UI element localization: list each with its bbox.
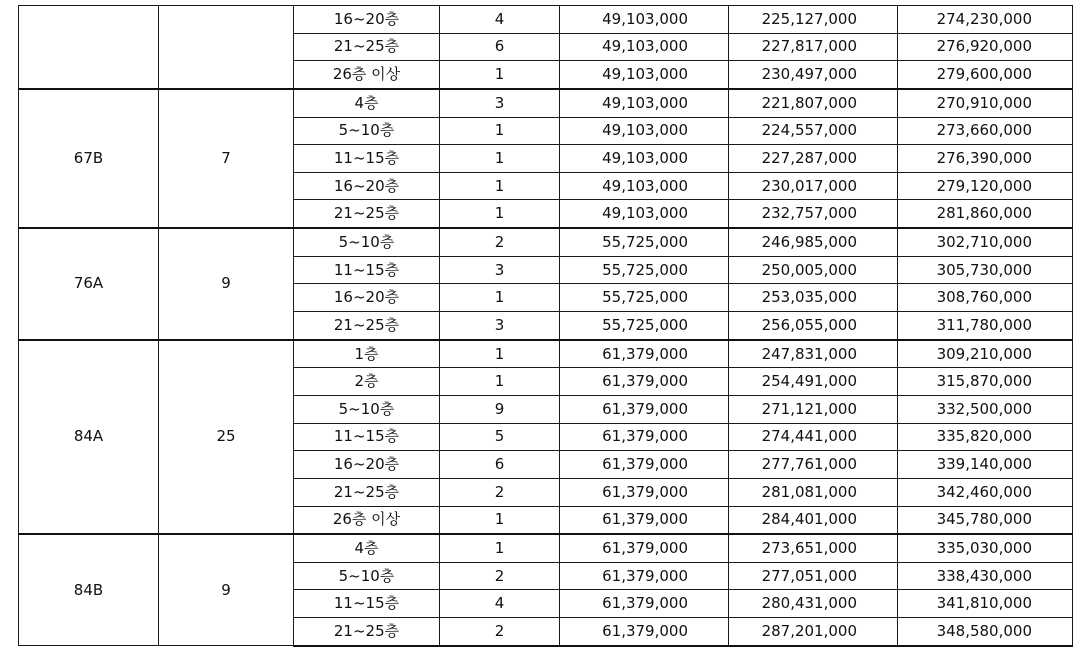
- building-price-cell: 250,005,000: [729, 256, 898, 284]
- unit-count-cell: 2: [440, 618, 560, 646]
- total-price-cell: 315,870,000: [898, 368, 1073, 396]
- floor-range-cell: 21~25층: [294, 33, 440, 61]
- unit-type-cell: 67B: [19, 89, 159, 228]
- total-price-cell: 335,030,000: [898, 534, 1073, 562]
- land-price-cell: 61,379,000: [560, 395, 729, 423]
- unit-type-cell: 76A: [19, 228, 159, 340]
- building-price-cell: 277,051,000: [729, 562, 898, 590]
- unit-total-count-cell: 25: [159, 340, 294, 534]
- table-row: [19, 534, 1073, 562]
- building-price-cell: 230,497,000: [729, 61, 898, 89]
- building-price-cell: 271,121,000: [729, 395, 898, 423]
- unit-count-cell: 2: [440, 228, 560, 256]
- unit-count-cell: 2: [440, 478, 560, 506]
- land-price-cell: 49,103,000: [560, 145, 729, 173]
- land-price-cell: 61,379,000: [560, 478, 729, 506]
- floor-range-cell: 16~20층: [294, 451, 440, 479]
- total-price-cell: 274,230,000: [898, 6, 1073, 34]
- land-price-cell: 49,103,000: [560, 200, 729, 228]
- land-price-cell: 49,103,000: [560, 33, 729, 61]
- floor-range-cell: 26층 이상: [294, 61, 440, 89]
- floor-range-cell: 21~25층: [294, 200, 440, 228]
- floor-range-cell: 5~10층: [294, 395, 440, 423]
- land-price-cell: 61,379,000: [560, 562, 729, 590]
- building-price-cell: 284,401,000: [729, 506, 898, 534]
- building-price-cell: 227,287,000: [729, 145, 898, 173]
- total-price-cell: 342,460,000: [898, 478, 1073, 506]
- total-price-cell: 305,730,000: [898, 256, 1073, 284]
- table-row: [19, 6, 1073, 34]
- unit-total-count-cell: 7: [159, 89, 294, 228]
- unit-total-count-cell: 9: [159, 534, 294, 646]
- total-price-cell: 311,780,000: [898, 312, 1073, 340]
- unit-count-cell: 4: [440, 6, 560, 34]
- unit-count-cell: 1: [440, 506, 560, 534]
- unit-count-cell: 5: [440, 423, 560, 451]
- unit-count-cell: 3: [440, 312, 560, 340]
- floor-range-cell: 21~25층: [294, 312, 440, 340]
- land-price-cell: 55,725,000: [560, 256, 729, 284]
- building-price-cell: 274,441,000: [729, 423, 898, 451]
- land-price-cell: 61,379,000: [560, 368, 729, 396]
- unit-count-cell: 1: [440, 340, 560, 368]
- building-price-cell: 287,201,000: [729, 618, 898, 646]
- total-price-cell: 276,920,000: [898, 33, 1073, 61]
- total-price-cell: 348,580,000: [898, 618, 1073, 646]
- floor-range-cell: 5~10층: [294, 562, 440, 590]
- floor-range-cell: 16~20층: [294, 172, 440, 200]
- land-price-cell: 61,379,000: [560, 534, 729, 562]
- floor-range-cell: 11~15층: [294, 590, 440, 618]
- building-price-cell: 246,985,000: [729, 228, 898, 256]
- unit-count-cell: 1: [440, 117, 560, 145]
- unit-count-cell: 1: [440, 284, 560, 312]
- total-price-cell: 276,390,000: [898, 145, 1073, 173]
- land-price-cell: 61,379,000: [560, 506, 729, 534]
- land-price-cell: 61,379,000: [560, 340, 729, 368]
- unit-count-cell: 9: [440, 395, 560, 423]
- floor-range-cell: 16~20층: [294, 284, 440, 312]
- land-price-cell: 49,103,000: [560, 117, 729, 145]
- total-price-cell: 281,860,000: [898, 200, 1073, 228]
- total-price-cell: 335,820,000: [898, 423, 1073, 451]
- land-price-cell: 61,379,000: [560, 590, 729, 618]
- unit-count-cell: 3: [440, 89, 560, 117]
- total-price-cell: 273,660,000: [898, 117, 1073, 145]
- land-price-cell: 55,725,000: [560, 228, 729, 256]
- unit-count-cell: 6: [440, 33, 560, 61]
- building-price-cell: 221,807,000: [729, 89, 898, 117]
- land-price-cell: 49,103,000: [560, 6, 729, 34]
- building-price-cell: 227,817,000: [729, 33, 898, 61]
- price-table-body: [19, 6, 1073, 646]
- unit-count-cell: 1: [440, 368, 560, 396]
- building-price-cell: 247,831,000: [729, 340, 898, 368]
- table-row: [19, 89, 1073, 117]
- floor-range-cell: 21~25층: [294, 478, 440, 506]
- floor-range-cell: 11~15층: [294, 423, 440, 451]
- building-price-cell: 253,035,000: [729, 284, 898, 312]
- land-price-cell: 61,379,000: [560, 451, 729, 479]
- total-price-cell: 341,810,000: [898, 590, 1073, 618]
- unit-count-cell: 1: [440, 200, 560, 228]
- unit-count-cell: 1: [440, 61, 560, 89]
- land-price-cell: 49,103,000: [560, 172, 729, 200]
- total-price-cell: 302,710,000: [898, 228, 1073, 256]
- total-price-cell: 345,780,000: [898, 506, 1073, 534]
- floor-range-cell: 4층: [294, 534, 440, 562]
- floor-range-cell: 4층: [294, 89, 440, 117]
- total-price-cell: 308,760,000: [898, 284, 1073, 312]
- floor-range-cell: 11~15층: [294, 256, 440, 284]
- unit-count-cell: 1: [440, 534, 560, 562]
- building-price-cell: 225,127,000: [729, 6, 898, 34]
- land-price-cell: 61,379,000: [560, 423, 729, 451]
- total-price-cell: 309,210,000: [898, 340, 1073, 368]
- total-price-cell: 270,910,000: [898, 89, 1073, 117]
- unit-count-cell: 1: [440, 145, 560, 173]
- unit-total-count-cell: 9: [159, 228, 294, 340]
- land-price-cell: 49,103,000: [560, 61, 729, 89]
- unit-type-cell: 84A: [19, 340, 159, 534]
- table-row: [19, 228, 1073, 256]
- floor-range-cell: 5~10층: [294, 117, 440, 145]
- total-price-cell: 332,500,000: [898, 395, 1073, 423]
- table-row: [19, 340, 1073, 368]
- total-price-cell: 279,600,000: [898, 61, 1073, 89]
- building-price-cell: 224,557,000: [729, 117, 898, 145]
- land-price-cell: 49,103,000: [560, 89, 729, 117]
- total-price-cell: 339,140,000: [898, 451, 1073, 479]
- floor-range-cell: 11~15층: [294, 145, 440, 173]
- floor-range-cell: 16~20층: [294, 6, 440, 34]
- building-price-cell: 280,431,000: [729, 590, 898, 618]
- unit-type-cell: 84B: [19, 534, 159, 646]
- land-price-cell: 55,725,000: [560, 312, 729, 340]
- building-price-cell: 281,081,000: [729, 478, 898, 506]
- unit-total-count-cell: [159, 6, 294, 89]
- total-price-cell: 338,430,000: [898, 562, 1073, 590]
- unit-count-cell: 1: [440, 172, 560, 200]
- floor-range-cell: 1층: [294, 340, 440, 368]
- land-price-cell: 55,725,000: [560, 284, 729, 312]
- unit-count-cell: 3: [440, 256, 560, 284]
- building-price-cell: 273,651,000: [729, 534, 898, 562]
- building-price-cell: 232,757,000: [729, 200, 898, 228]
- floor-range-cell: 2층: [294, 368, 440, 396]
- land-price-cell: 61,379,000: [560, 618, 729, 646]
- unit-count-cell: 2: [440, 562, 560, 590]
- floor-range-cell: 21~25층: [294, 618, 440, 646]
- total-price-cell: 279,120,000: [898, 172, 1073, 200]
- unit-count-cell: 4: [440, 590, 560, 618]
- price-table: [18, 5, 1073, 647]
- unit-type-cell: [19, 6, 159, 89]
- building-price-cell: 256,055,000: [729, 312, 898, 340]
- building-price-cell: 230,017,000: [729, 172, 898, 200]
- floor-range-cell: 5~10층: [294, 228, 440, 256]
- unit-count-cell: 6: [440, 451, 560, 479]
- floor-range-cell: 26층 이상: [294, 506, 440, 534]
- building-price-cell: 254,491,000: [729, 368, 898, 396]
- building-price-cell: 277,761,000: [729, 451, 898, 479]
